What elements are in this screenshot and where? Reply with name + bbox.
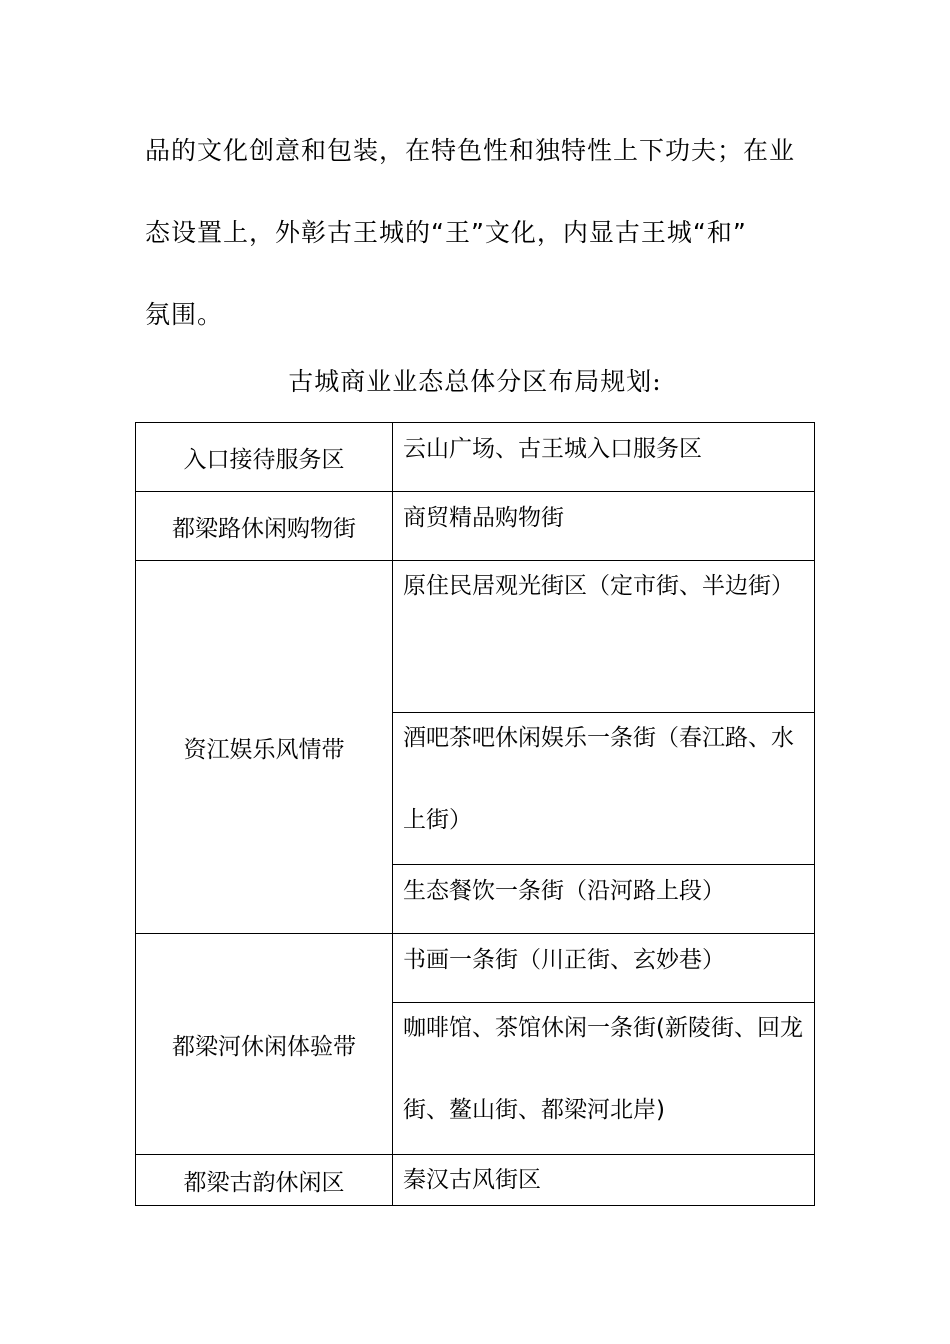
table-title: 古城商业业态总体分区布局规划: — [288, 367, 662, 396]
table-row — [136, 423, 815, 492]
detail-cell — [393, 561, 815, 713]
paragraph-line: 态设置上，外彰古王城的“王”文化，内显古王城“和” — [145, 218, 747, 247]
detail-cell: 秦汉古风街区 — [393, 1155, 815, 1206]
paragraph-line: 品的文化创意和包装，在特色性和独特性上下功夫；在业 — [145, 136, 796, 165]
zoning-plan-table — [135, 422, 815, 1206]
detail-text: 云山广场、古王城入口服务区 — [403, 436, 702, 462]
detail-cell — [393, 865, 815, 934]
zone-cell: 资江娱乐风情带 — [136, 561, 393, 934]
detail-text: 酒吧茶吧休闲娱乐一条街（春江路、水上街） — [403, 725, 794, 833]
detail-cell — [393, 713, 815, 865]
detail-cell — [393, 423, 815, 492]
zone-cell: 入口接待服务区 — [136, 423, 393, 492]
table-row — [136, 561, 815, 713]
zone-cell: 都梁古韵休闲区 — [136, 1155, 393, 1206]
detail-text: 书画一条街（川正街、玄妙巷） — [403, 947, 725, 973]
body-paragraph — [145, 110, 825, 356]
detail-text: 咖啡馆、茶馆休闲一条街(新陵街、回龙街、鳌山街、都梁河北岸) — [403, 1015, 803, 1123]
zone-cell: 都梁河休闲体验带 — [136, 934, 393, 1155]
detail-text: 生态餐饮一条街（沿河路上段） — [403, 878, 725, 904]
detail-cell — [393, 1003, 815, 1155]
zone-cell: 都梁路休闲购物街 — [136, 492, 393, 561]
detail-text: 商贸精品购物街 — [403, 505, 564, 531]
table-row — [136, 1155, 815, 1206]
paragraph-line: 氛围。 — [145, 300, 224, 329]
detail-text: 原住民居观光街区（定市街、半边街） — [403, 573, 794, 599]
